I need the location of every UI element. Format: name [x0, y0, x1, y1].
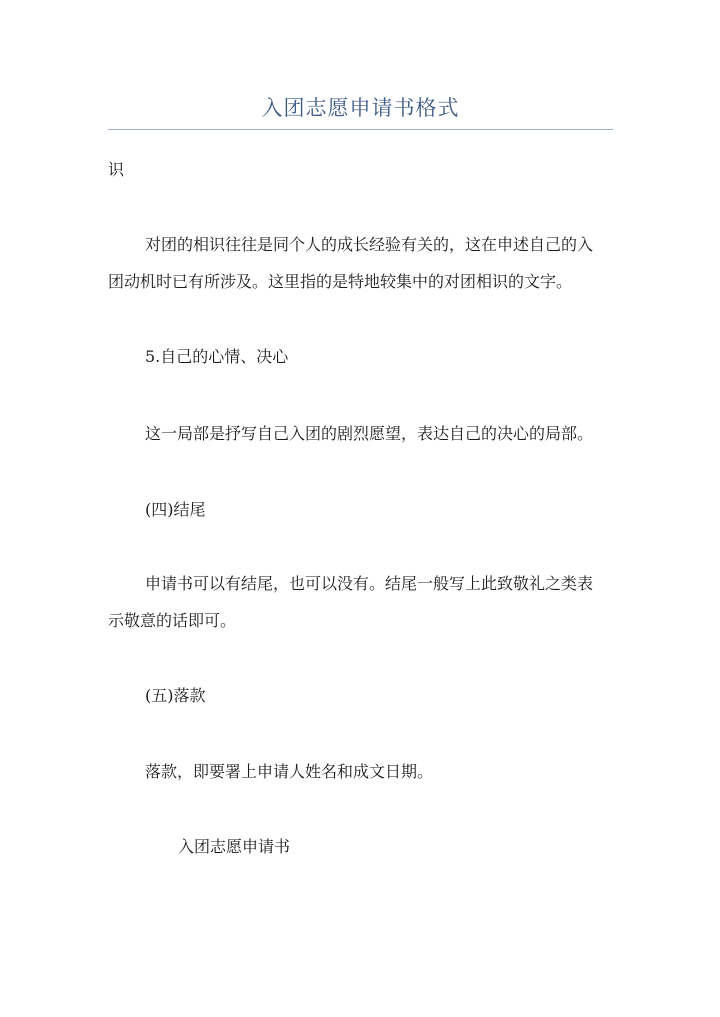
title-divider	[108, 129, 613, 130]
paragraph-line: 这一局部是抒写自己入团的剧烈愿望，表达自己的决心的局部。	[145, 424, 594, 443]
subheading: 入团志愿申请书	[178, 837, 291, 856]
section-heading: 5.自己的心情、决心	[145, 347, 289, 366]
paragraph-line: 对团的相识往往是同个人的成长经验有关的，这在申述自己的入	[145, 235, 594, 254]
text-line: 识	[108, 160, 125, 179]
paragraph-line: 申请书可以有结尾，也可以没有。结尾一般写上此致敬礼之类表	[145, 574, 594, 593]
paragraph-line: 落款，即要署上申请人姓名和成文日期。	[145, 762, 434, 781]
document-title: 入团志愿申请书格式	[261, 96, 460, 120]
section-heading: (五)落款	[145, 686, 206, 705]
paragraph-line: 团动机时已有所涉及。这里指的是特地较集中的对团相识的文字。	[108, 272, 573, 291]
paragraph-line: 示敬意的话即可。	[108, 611, 237, 630]
section-heading: (四)结尾	[145, 500, 206, 519]
